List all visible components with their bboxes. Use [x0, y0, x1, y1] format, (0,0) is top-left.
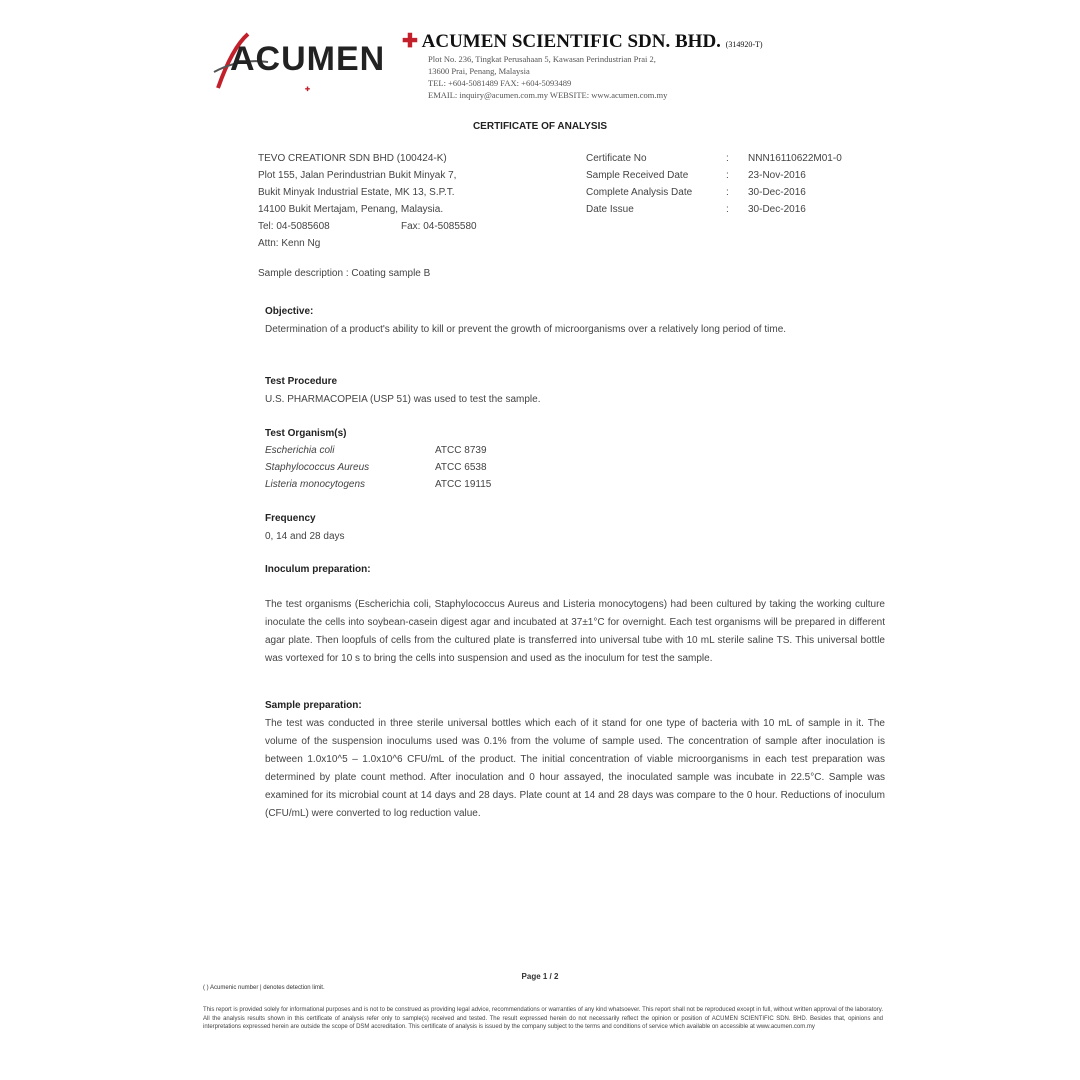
client-fax: Fax: 04-5085580	[401, 221, 477, 232]
complete-analysis-date: 30-Dec-2016	[748, 187, 806, 198]
logo-text: ACUMEN	[230, 40, 386, 78]
company-name: ✚ ACUMEN SCIENTIFIC SDN. BHD. (314920-T)	[402, 31, 763, 52]
meta-row: Certificate No : NNN16110622M01-0	[586, 150, 842, 167]
sample-description: Sample description : Coating sample B	[258, 268, 431, 279]
client-tel: Tel: 04-5085608	[258, 221, 330, 232]
meta-row: Date Issue : 30-Dec-2016	[586, 201, 842, 218]
company-logo	[210, 28, 386, 98]
client-line-1: TEVO CREATIONR SDN BHD (100424-K)	[258, 153, 447, 164]
client-line-3: Bukit Minyak Industrial Estate, MK 13, S.P.T.	[258, 187, 455, 198]
page-number: Page 1 / 2	[521, 972, 559, 981]
procedure-heading: Test Procedure	[265, 376, 338, 387]
date-issue: 30-Dec-2016	[748, 204, 806, 215]
organism-row: Listeria monocytogens ATCC 19115	[265, 479, 492, 490]
meta-row: Complete Analysis Date : 30-Dec-2016	[586, 184, 842, 201]
organism-row: Staphylococcus Aureus ATCC 6538	[265, 462, 487, 473]
certificate-meta	[586, 150, 842, 218]
disclaimer: This report is provided solely for informational purposes and is not to be construed as providing legal advice, recommendations or warranties of any kind whatsoever. This report shall not be reproduced except in full, without written approval of the laboratory. All the analysis results shown in this certificate of analysis refer only to sample(s) received and tested. The result expressed herein do not necessarily reflect the opinion or position of ACUMEN SCIENTIFIC SDN. BHD. Besides that, opinions and interpretations expressed herein are outside the scope of DSM accreditation. This certificate of analysis is issued by the company subject to the terms and conditions of service which available on accessible at www.acumen.com.my	[203, 1007, 883, 1030]
company-address-1: Plot No. 236, Tingkat Perusahaan 5, Kawasan Perindustrian Prai 2,	[428, 54, 656, 64]
sample-prep-heading: Sample preparation:	[265, 700, 362, 711]
frequency-text: 0, 14 and 28 days	[265, 531, 345, 542]
client-line-4: 14100 Bukit Mertajam, Penang, Malaysia.	[258, 204, 444, 215]
inoculum-heading: Inoculum preparation:	[265, 564, 371, 575]
company-email-web: EMAIL: inquiry@acumen.com.my WEBSITE: www.acumen.com.my	[428, 90, 668, 100]
client-phone-row	[258, 218, 477, 235]
objective-text: Determination of a product's ability to kill or prevent the growth of microorganisms over a relatively long period of time.	[265, 324, 787, 335]
client-line-2: Plot 155, Jalan Perindustrian Bukit Minyak 7,	[258, 170, 457, 181]
frequency-heading: Frequency	[265, 513, 316, 524]
sample-received-date: 23-Nov-2016	[748, 170, 806, 181]
procedure-section	[265, 373, 885, 409]
objective-heading: Objective:	[265, 306, 314, 317]
client-address	[258, 150, 477, 252]
footnote: ( ) Acumenic number | denotes detection limit.	[203, 985, 325, 991]
procedure-text: U.S. PHARMACOPEIA (USP 51) was used to test the sample.	[265, 394, 541, 405]
company-cross-icon: ✚	[402, 31, 418, 52]
company-header	[402, 30, 822, 101]
frequency-section	[265, 510, 885, 546]
company-address-2: 13600 Prai, Penang, Malaysia	[428, 66, 530, 76]
objective-section	[265, 303, 885, 339]
company-reg-no: (314920-T)	[725, 40, 763, 49]
document-title: CERTIFICATE OF ANALYSIS	[472, 121, 608, 132]
inoculum-text: The test organisms (Escherichia coli, Staphylococcus Aureus and Listeria monocytogens) had been cultured by taking the working culture inoculate the cells into soybean-casein digest agar and incubated at 37±1°C for overnight. Each test organisms will be prepared in different agar plate. Then loopfuls of cells from the cultured plate is transferred into universal tube with 10 mL sterile saline TS. This universal bottle was vortexed for 10 s to bring the cells into suspension and used as the inoculum for test the sample.	[265, 599, 885, 664]
certificate-no: NNN16110622M01-0	[748, 153, 842, 164]
company-contact: TEL: +604-5081489 FAX: +604-5093489	[428, 78, 572, 88]
meta-row: Sample Received Date : 23-Nov-2016	[586, 167, 842, 184]
sample-prep-text: The test was conducted in three sterile universal bottles which each of it stand for one type of bacteria with 10 mL of sample in it. The volume of the suspension inoculums used was 0.1% from the volume of sample used. The concentration of sample after inoculation is between 1.0x10^5 – 1.0x10^6 CFU/mL of the product. The initial concentration of viable microorganisms in each test preparation was determined by plate count method. After inoculation and 0 hour assayed, the inoculated sample was incubate in 22.5°C. Sample was examined for its microbial count at 14 days and 28 days. Plate count at 14 and 28 days was compare to the 0 hour. Reductions of inoculum (CFU/mL) were converted to log reduction value.	[265, 718, 885, 819]
organism-row: Escherichia coli ATCC 8739	[265, 445, 487, 456]
logo-mark: ✚	[305, 87, 311, 93]
sample-prep-section	[265, 697, 885, 823]
organisms-heading: Test Organism(s)	[265, 428, 347, 439]
organisms-section	[265, 425, 885, 493]
client-attn: Attn: Kenn Ng	[258, 238, 321, 249]
inoculum-section	[265, 561, 885, 668]
